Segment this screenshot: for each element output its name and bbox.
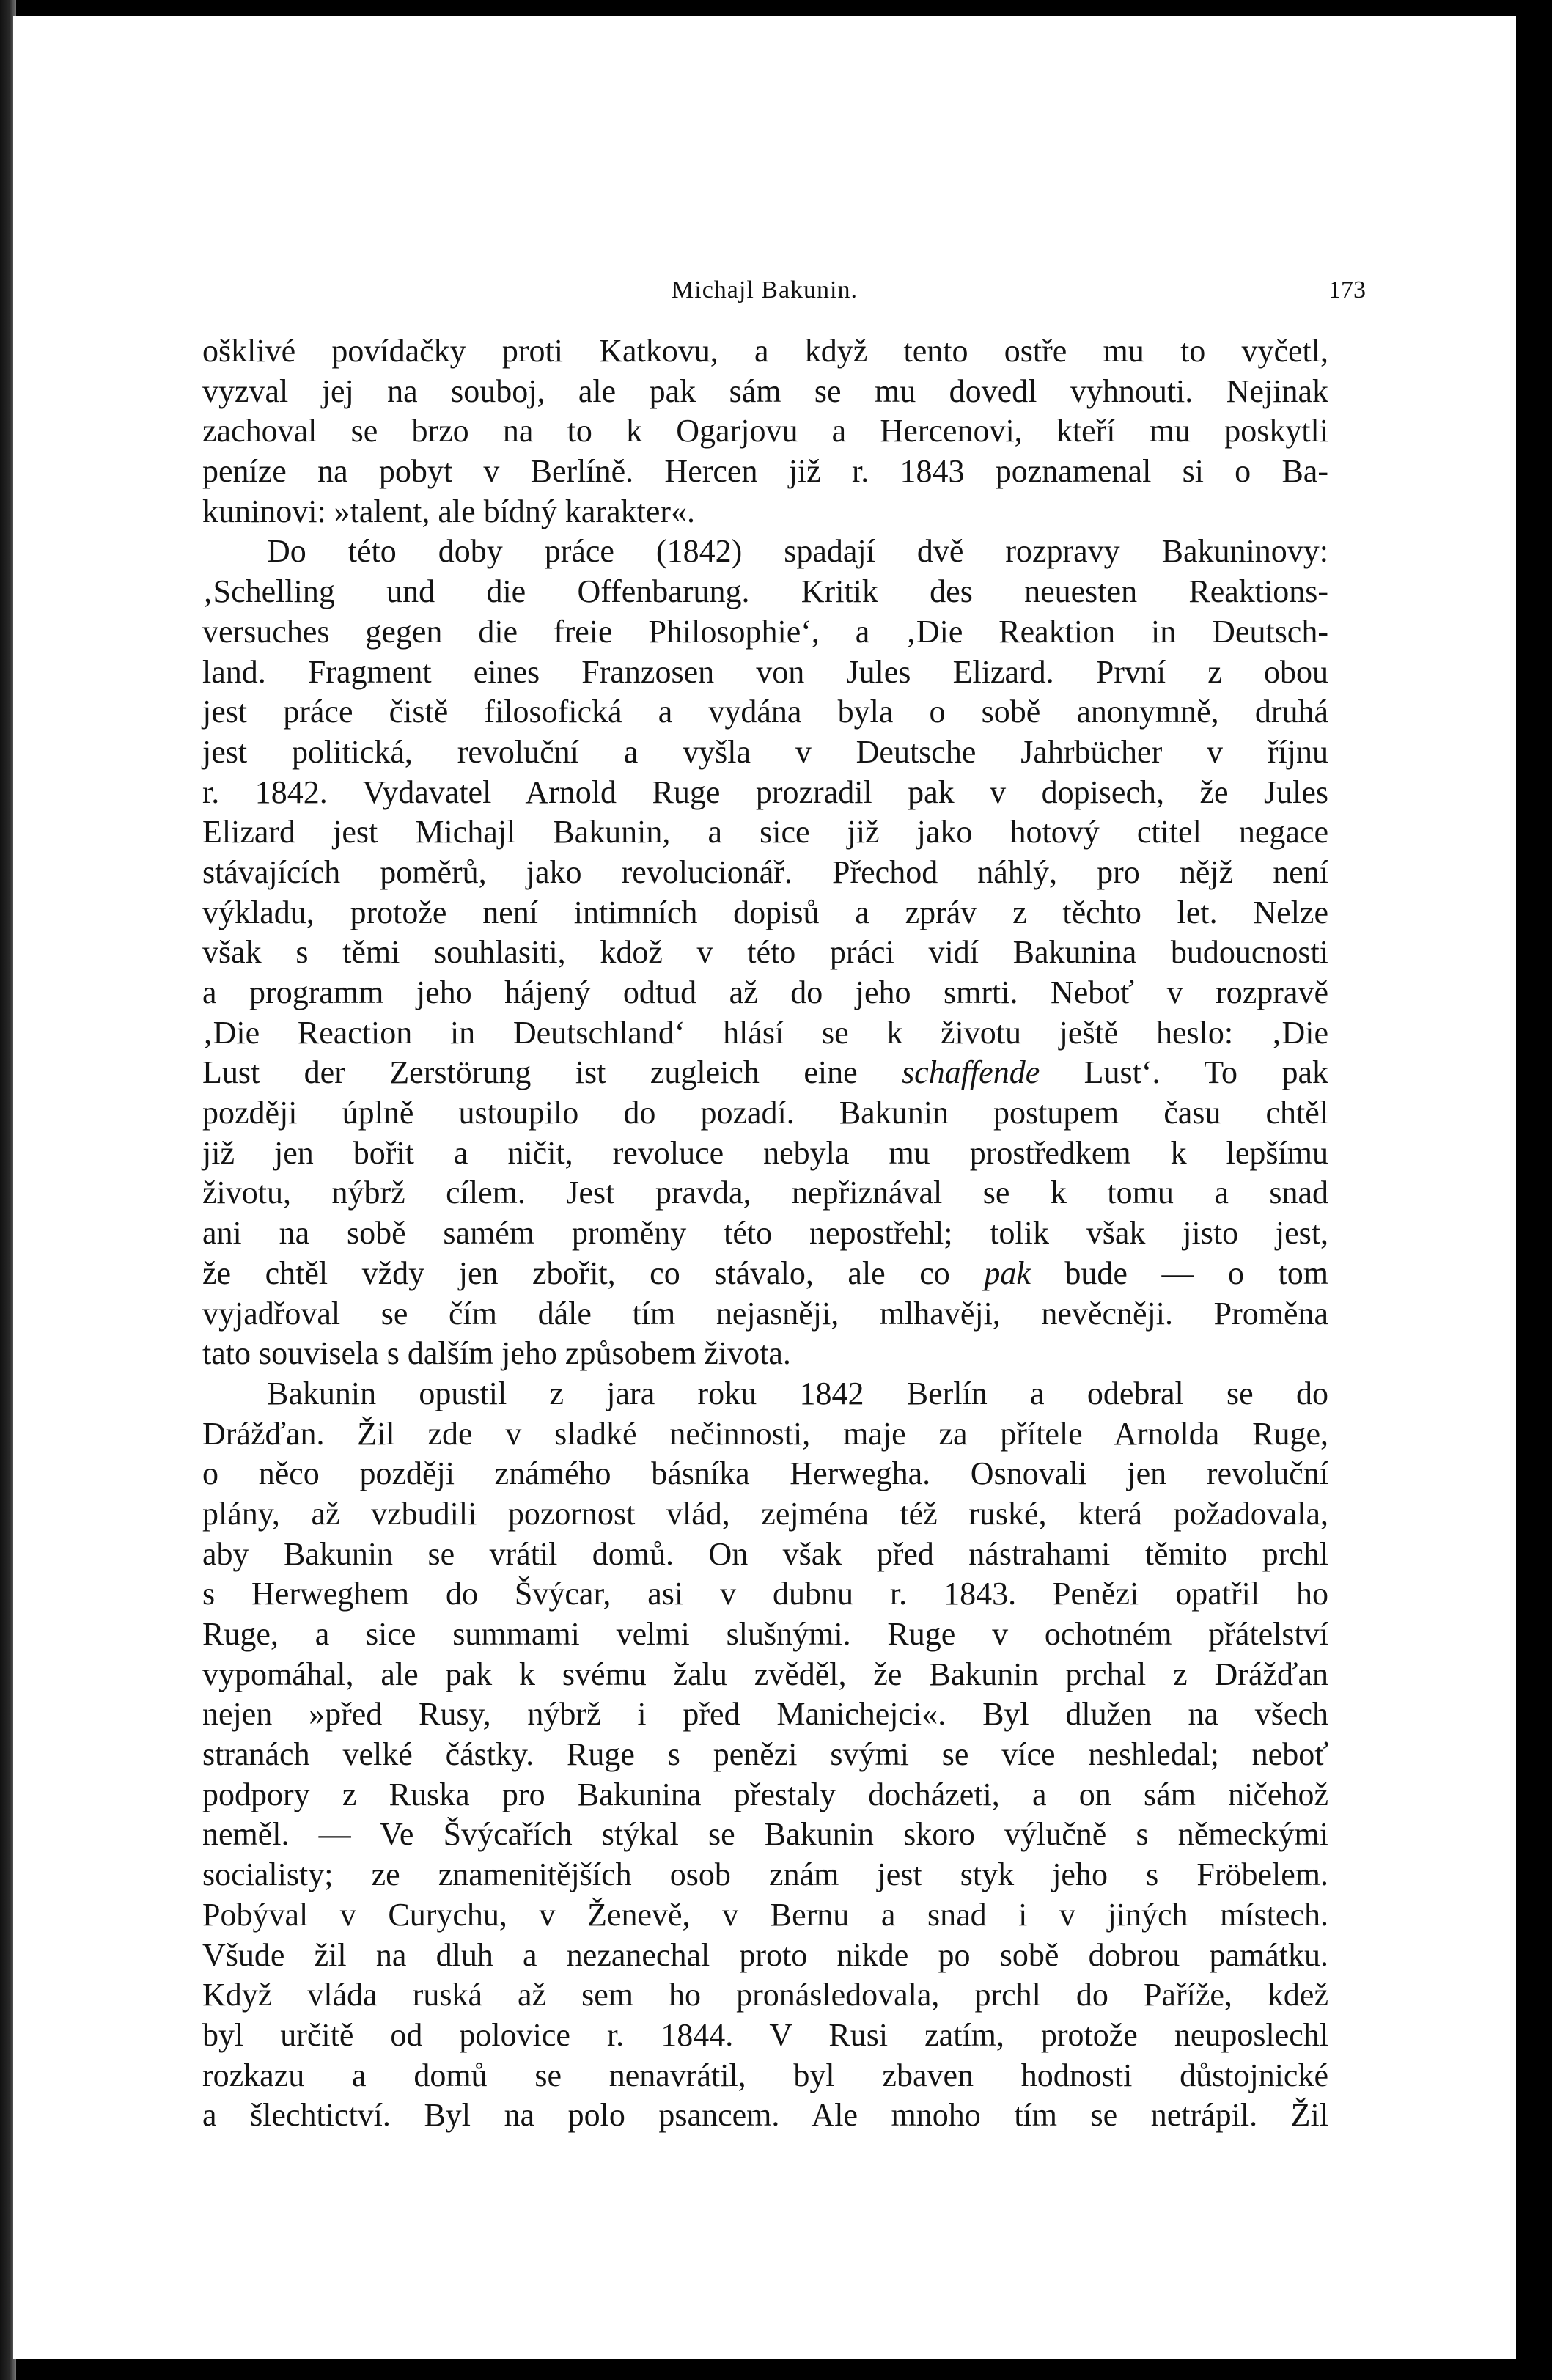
text-segment: Pobýval v Curychu, v Ženevě, v Bernu a snad i v jiných místech. — [202, 1896, 1328, 1933]
text-line — [202, 853, 1328, 893]
text-line — [202, 2056, 1328, 2096]
running-title: Michajl Bakunin. — [672, 276, 858, 304]
text-line — [202, 732, 1328, 773]
text-segment: peníze na pobyt v Berlíně. Hercen již r. 1843 poznamenal si o Ba- — [202, 453, 1328, 490]
text-line — [202, 452, 1328, 492]
text-segment: r. 1842. Vydavatel Arnold Ruge prozradil pak v dopisech, že Jules — [202, 774, 1328, 810]
text-line — [202, 1694, 1328, 1735]
text-line — [202, 1334, 1328, 1374]
text-line — [202, 612, 1328, 653]
text-line — [202, 1494, 1328, 1535]
text-segment: ani na sobě samém proměny této nepostřehl; tolik však jisto jest, — [202, 1215, 1328, 1252]
text-segment: Ruge, a sice summami velmi slušnými. Ruge v ochotném přátelství — [202, 1616, 1328, 1652]
text-line — [202, 1775, 1328, 1815]
text-line — [202, 1093, 1328, 1134]
page-number: 173 — [1328, 276, 1366, 304]
text-segment: land. Fragment eines Franzosen von Jules Elizard. První z obou — [202, 653, 1328, 690]
text-segment: jest práce čistě filosofická a vydána byla o sobě anonymně, druhá — [202, 694, 1328, 730]
book-page — [13, 16, 1516, 2359]
text-segment: aby Bakunin se vrátil domů. On však před nástrahami těmito prchl — [202, 1535, 1328, 1572]
text-line — [202, 1855, 1328, 1895]
text-segment: ‚Die Reaction in Deutschland‘ hlásí se k životu ještě heslo: ‚Die — [202, 1014, 1328, 1051]
text-line — [202, 973, 1328, 1013]
text-line — [202, 1936, 1328, 1976]
text-segment: Drážďan. Žil zde v sladké nečinnosti, maje za přítele Arnolda Ruge, — [202, 1415, 1328, 1452]
text-segment: a šlechtictví. Byl na polo psancem. Ale mnoho tím se netrápil. Žil — [202, 2097, 1328, 2134]
text-segment: však s těmi souhlasiti, kdož v této práci vidí Bakunina budoucnosti — [202, 934, 1328, 971]
text-segment: Do této doby práce (1842) spadají dvě rozpravy Bakuninovy: — [267, 533, 1328, 570]
text-line — [202, 1735, 1328, 1775]
text-line — [202, 411, 1328, 452]
text-segment: kuninovi: »talent, ale bídný karakter«. — [202, 493, 696, 529]
text-line — [202, 653, 1328, 693]
emphasized-word: schaffende — [902, 1054, 1040, 1091]
text-segment: Všude žil na dluh a nezanechal proto nikde po sobě dobrou památku. — [202, 1936, 1328, 1973]
text-line — [202, 893, 1328, 933]
text-segment: ‚Schelling und die Offenbarung. Kritik des neuesten Reaktions- — [202, 573, 1328, 610]
text-segment: o něco později známého básníka Herwegha. Osnovali jen revoluční — [202, 1455, 1328, 1492]
text-line — [202, 773, 1328, 813]
text-segment: Elizard jest Michajl Bakunin, a sice již jako hotový ctitel negace — [202, 814, 1328, 851]
text-line — [202, 1574, 1328, 1615]
text-segment: Když vláda ruská až sem ho pronásledovala, prchl do Paříže, kdež — [202, 1977, 1328, 2013]
text-segment: vyjadřoval se čím dále tím nejasněji, mlhavěji, nevěcněji. Proměna — [202, 1295, 1328, 1332]
text-segment: podpory z Ruska pro Bakunina přestaly docházeti, a on sám ničehož — [202, 1776, 1328, 1812]
text-segment: bude — o tom — [1030, 1255, 1329, 1291]
text-line — [202, 331, 1328, 372]
text-segment: byl určitě od polovice r. 1844. V Rusi zatím, protože neuposlechl — [202, 2016, 1328, 2053]
text-line — [202, 1975, 1328, 2016]
text-line — [202, 1815, 1328, 1855]
text-line — [202, 812, 1328, 853]
text-line — [202, 1213, 1328, 1254]
text-segment: jest politická, revoluční a vyšla v Deutsche Jahrbücher v říjnu — [202, 733, 1328, 770]
text-segment: s Herweghem do Švýcar, asi v dubnu r. 1843. Penězi opatřil ho — [202, 1576, 1328, 1612]
text-segment: a programm jeho hájený odtud až do jeho smrti. Neboť v rozpravě — [202, 974, 1328, 1010]
text-line — [202, 1655, 1328, 1695]
text-segment: vypomáhal, ale pak k svému žalu zvěděl, že Bakunin prchal z Drážďan — [202, 1656, 1328, 1692]
text-line — [202, 572, 1328, 612]
text-segment: Lust der Zerstörung ist zugleich eine — [202, 1054, 902, 1091]
emphasized-word: pak — [984, 1255, 1031, 1291]
text-segment: nejen »před Rusy, nýbrž i před Manichejci«. Byl dlužen na všech — [202, 1696, 1328, 1733]
text-segment: zachoval se brzo na to k Ogarjovu a Hercenovi, kteří mu poskytli — [202, 413, 1328, 449]
text-segment: stranách velké částky. Ruge s penězi svými se více neshledal; neboť — [202, 1736, 1328, 1773]
text-segment: stávajících poměrů, jako revolucionář. Přechod náhlý, pro nějž není — [202, 853, 1328, 890]
text-line — [202, 372, 1328, 412]
text-line — [202, 1013, 1328, 1054]
text-segment: Lust‘. To pak — [1040, 1054, 1328, 1091]
text-line — [202, 1134, 1328, 1174]
text-line — [202, 1414, 1328, 1455]
text-segment: plány, až vzbudili pozornost vlád, zejména též ruské, která požadovala, — [202, 1495, 1328, 1532]
text-segment: ošklivé povídačky proti Katkovu, a když tento ostře mu to vyčetl, — [202, 333, 1328, 369]
text-segment: životu, nýbrž cílem. Jest pravda, nepřiznával se k tomu a snad — [202, 1175, 1328, 1211]
text-line — [202, 1053, 1328, 1093]
text-segment: versuches gegen die freie Philosophie‘, a ‚Die Reaktion in Deutsch- — [202, 613, 1328, 650]
text-line — [202, 1535, 1328, 1575]
text-segment: socialisty; ze znamenitějších osob znám jest styk jeho s Fröbelem. — [202, 1856, 1328, 1893]
text-line — [202, 692, 1328, 732]
text-line — [202, 1173, 1328, 1213]
text-line — [202, 2096, 1328, 2136]
text-line — [202, 1294, 1328, 1334]
text-segment: již jen bořit a ničit, revoluce nebyla mu prostředkem k lepšímu — [202, 1134, 1328, 1171]
body-text — [202, 331, 1328, 2136]
page-header — [13, 276, 1516, 313]
text-segment: tato souvisela s dalším jeho způsobem života. — [202, 1335, 791, 1372]
text-segment: že chtěl vždy jen zbořit, co stávalo, ale co — [202, 1255, 985, 1291]
text-line — [202, 1454, 1328, 1494]
text-segment: rozkazu a domů se nenavrátil, byl zbaven hodnosti důstojnické — [202, 2057, 1328, 2093]
text-line — [202, 492, 1328, 532]
text-line — [202, 933, 1328, 973]
text-segment: výkladu, protože není intimních dopisů a zpráv z těchto let. Nelze — [202, 894, 1328, 930]
text-line — [202, 1254, 1328, 1294]
text-line — [202, 1895, 1328, 1936]
text-segment: vyzval jej na souboj, ale pak sám se mu dovedl vyhnouti. Nejinak — [202, 372, 1328, 409]
text-line — [202, 2016, 1328, 2056]
text-segment: neměl. — Ve Švýcařích stýkal se Bakunin skoro výlučně s německými — [202, 1816, 1328, 1853]
text-segment: Bakunin opustil z jara roku 1842 Berlín a odebral se do — [267, 1375, 1328, 1411]
text-segment: později úplně ustoupilo do pozadí. Bakunin postupem času chtěl — [202, 1095, 1328, 1131]
text-line — [202, 532, 1328, 572]
text-line — [202, 1374, 1328, 1414]
text-line — [202, 1615, 1328, 1655]
